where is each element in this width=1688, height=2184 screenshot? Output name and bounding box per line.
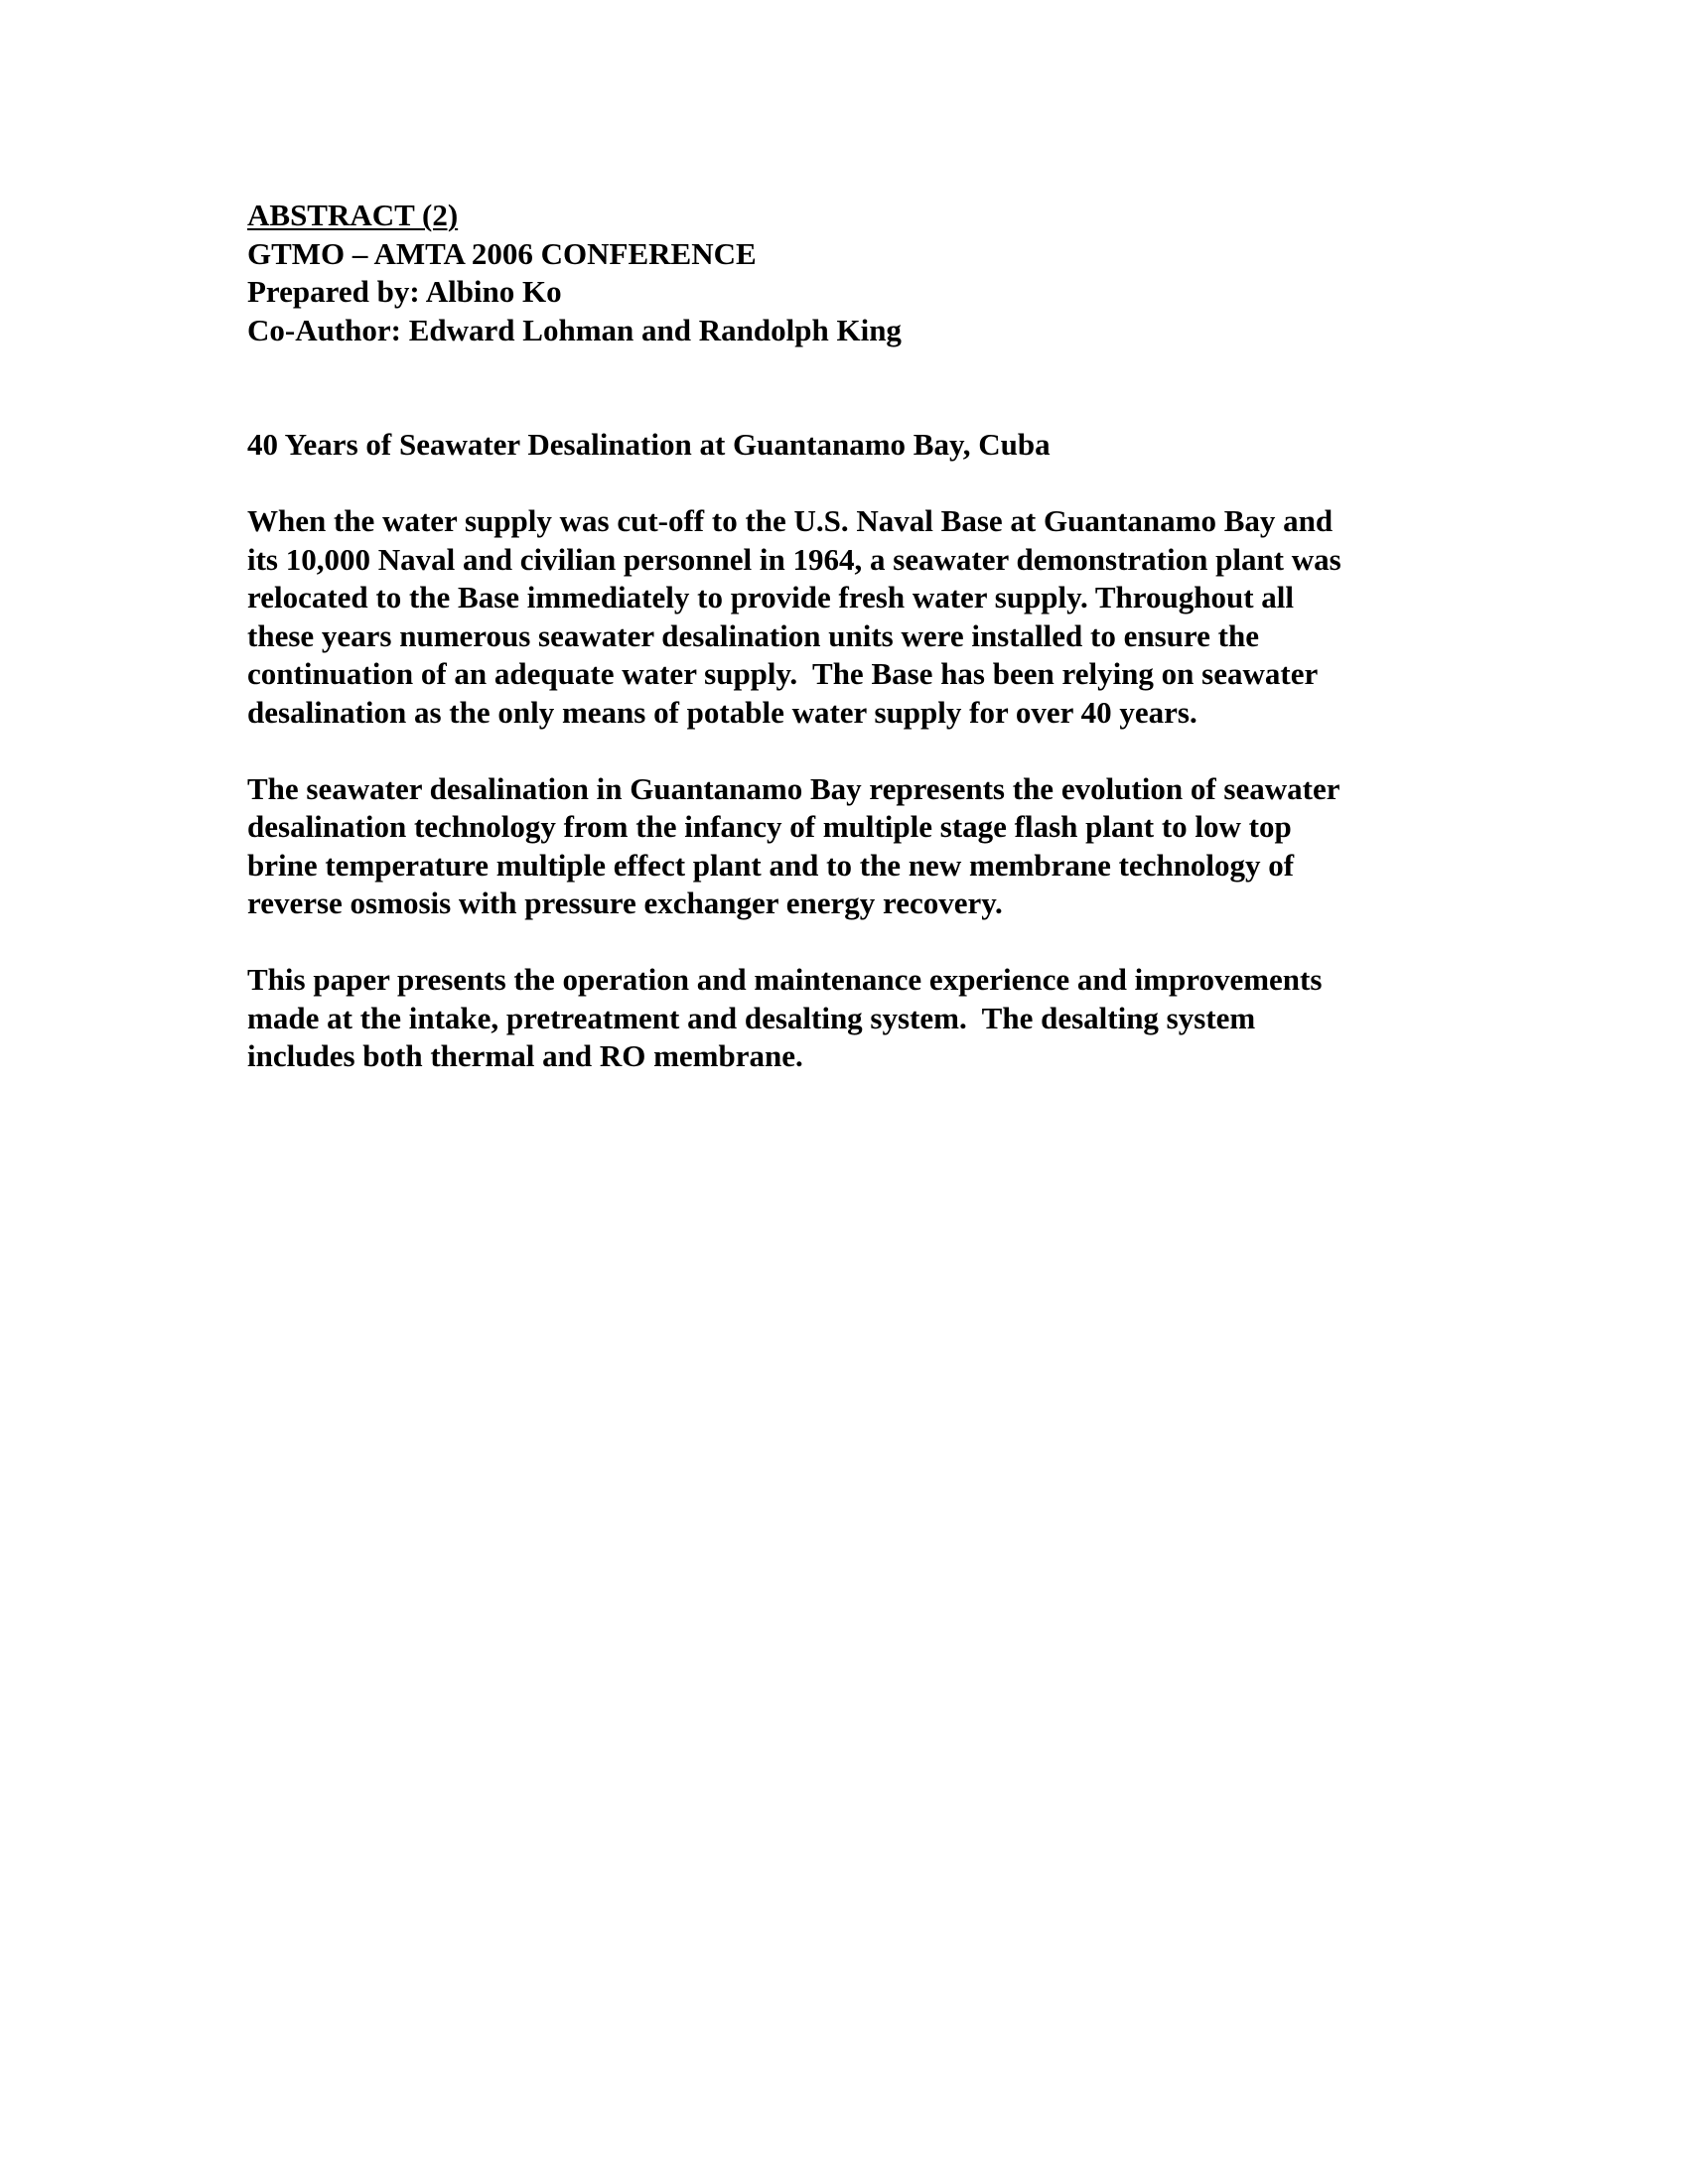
paragraph-line: these years numerous seawater desalination units were installed to ensure the	[247, 617, 1259, 653]
paragraph-line: made at the intake, pretreatment and desalting system. The desalting system	[247, 1000, 1256, 1035]
paragraph-line: relocated to the Base immediately to provide fresh water supply. Throughout all	[247, 580, 1295, 614]
paper-title: 40 Years of Seawater Desalination at Guantanamo Bay, Cuba	[247, 427, 1051, 462]
abstract-header	[247, 197, 1498, 349]
document-page	[247, 197, 1498, 1076]
paragraph-line: reverse osmosis with pressure exchanger energy recovery.	[247, 886, 1003, 920]
paragraph-line: desalination as the only means of potable water supply for over 40 years.	[247, 694, 1197, 730]
paragraph-line: The seawater desalination in Guantanamo Bay represents the evolution of seawater	[247, 770, 1340, 806]
paragraph-line: This paper presents the operation and maintenance experience and improvements	[247, 962, 1323, 997]
paragraph-line: When the water supply was cut-off to the U.S. Naval Base at Guantanamo Bay and	[247, 503, 1334, 538]
paragraph-scope	[247, 961, 1498, 1076]
conference-name: GTMO – AMTA 2006 CONFERENCE	[247, 235, 757, 271]
paragraph-line: its 10,000 Naval and civilian personnel in 1964, a seawater demonstration plant was	[247, 541, 1341, 577]
paragraph-technology	[247, 770, 1498, 923]
paragraph-line: brine temperature multiple effect plant and to the new membrane technology of	[247, 847, 1295, 883]
paragraph-background	[247, 502, 1498, 732]
paragraph-line: includes both thermal and RO membrane.	[247, 1038, 803, 1073]
abstract-label: ABSTRACT (2)	[247, 198, 459, 232]
co-authors: Co-Author: Edward Lohman and Randolph King	[247, 312, 902, 347]
prepared-by: Prepared by: Albino Ko	[247, 274, 562, 309]
paragraph-line: continuation of an adequate water supply. The Base has been relying on seawater	[247, 656, 1319, 691]
paragraph-line: desalination technology from the infancy of multiple stage flash plant to low top	[247, 809, 1292, 844]
